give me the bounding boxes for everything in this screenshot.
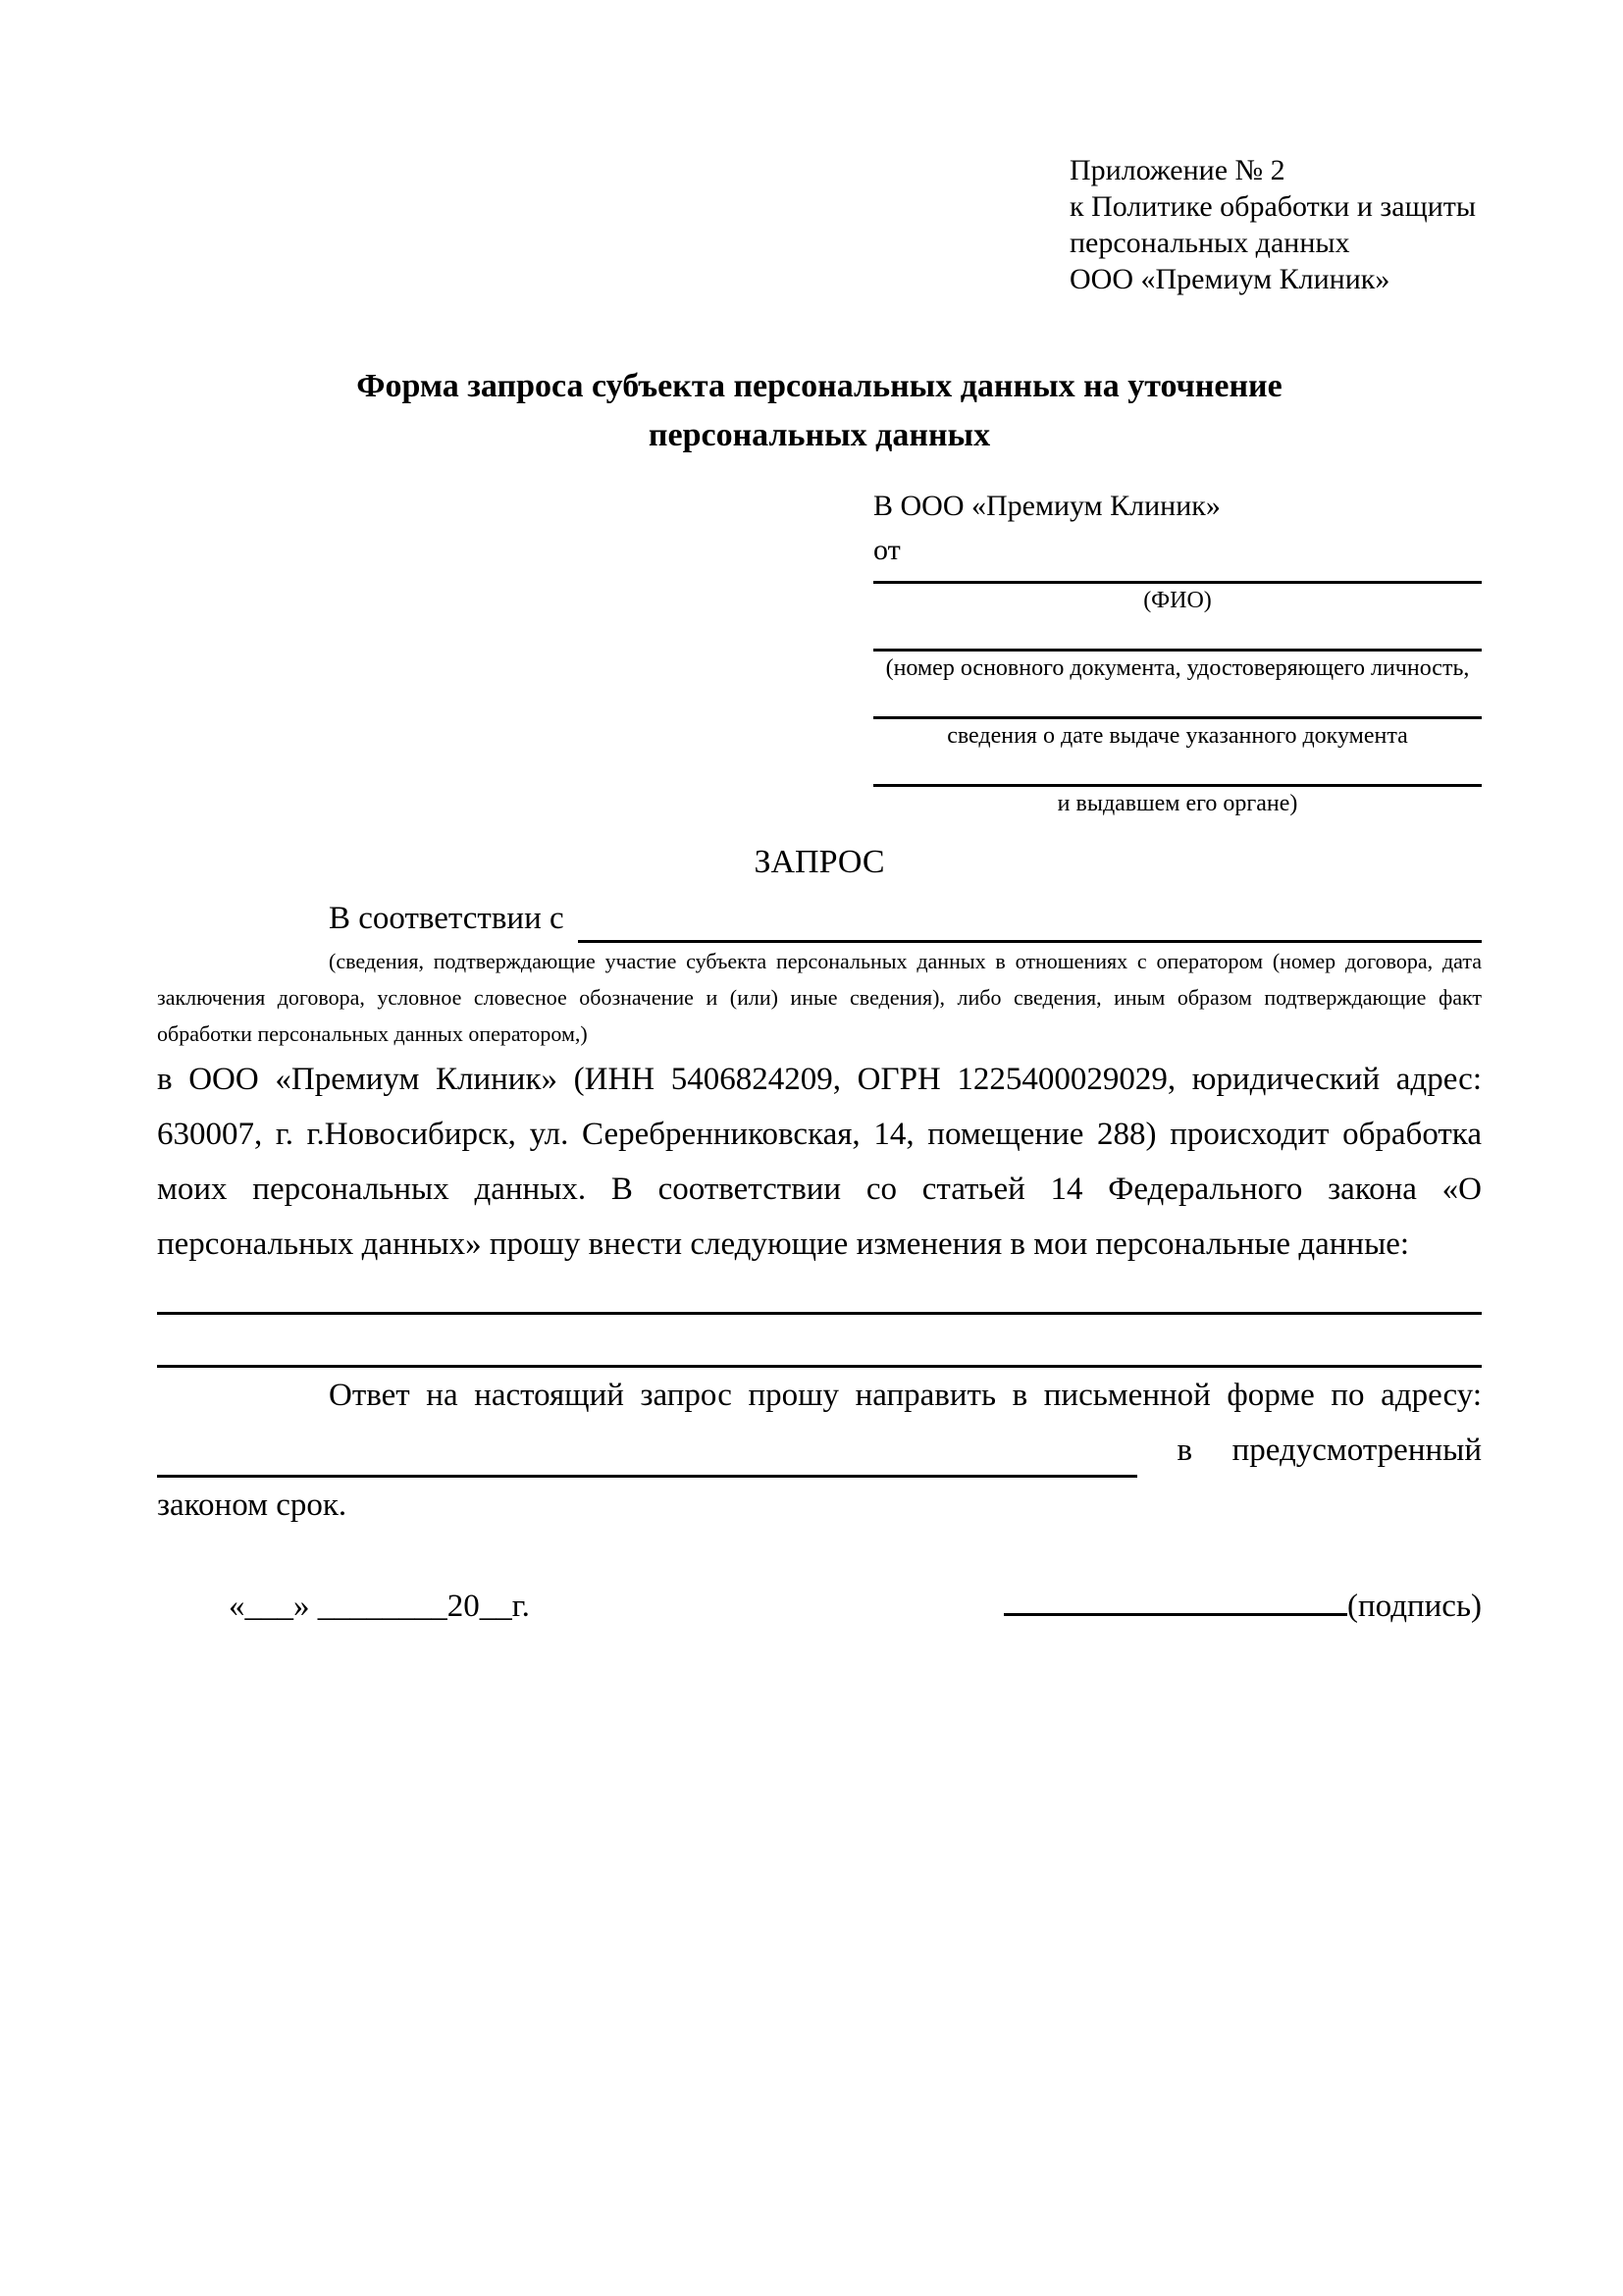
signature-block [1004,1582,1482,1631]
reply-address-row [157,1423,1482,1478]
appendix-header-line: персональных данных [1070,227,1350,259]
appendix-header [1070,152,1482,297]
address-input-line[interactable] [157,1436,1137,1478]
document-content [157,152,1482,1631]
request-body-text: в ООО «Премиум Клиник» (ИНН 5406824209, ОГРН 1225400029029, юридический адрес: 630007, г. г.Новосибирск, ул. Серебренниковская, 14, помещение 288) происходит обработка моих персональных данных. В соответствии со статьей 14 Федерального закона «О персональных данных» прошу внести следующие изменения в мои персональные данные: [157,1062,1482,1262]
reply-end-text: законом срок. [157,1487,347,1523]
basis-footnote: (сведения, подтверждающие участие субъекта персональных данных в отношениях с оператором (номер договора, дата заключения договора, условное словесное обозначение и (или) иные сведения), либо сведения, иным образом подтверждающие факт обработки персональных данных оператором,) [157,949,1482,1046]
basis-row [157,894,1482,943]
page-title-line: персональных данных [648,417,991,453]
document-number-input-line[interactable] [873,616,1482,652]
basis-prefix-label: В соответствии с [329,901,564,936]
issuing-authority-caption: и выдавшем его органе) [1057,791,1298,816]
date-signature-row [157,1582,1482,1631]
appendix-header-line: Приложение № 2 [1070,154,1285,186]
fio-caption: (ФИО) [1143,588,1212,613]
page-title-line: Форма запроса субъекта персональных данных на уточнение [356,368,1283,404]
signature-caption: (подпись) [1347,1589,1482,1624]
reply-tail-word: в [1177,1433,1193,1468]
changes-input-line-2[interactable] [157,1315,1482,1368]
date-fill-line[interactable]: «___» ________20__г. [229,1589,530,1624]
document-number-caption: (номер основного документа, удостоверяющего личность, [885,655,1470,681]
issue-date-caption: сведения о дате выдаче указанного документа [947,723,1408,749]
reply-request-text: Ответ на настоящий запрос прошу направить в письменной форме по адресу: [329,1378,1482,1413]
changes-input-line-1[interactable] [157,1272,1482,1315]
fio-input-line[interactable] [873,572,1482,584]
appendix-header-line: к Политике обработки и защиты [1070,190,1477,223]
issue-date-input-line[interactable] [873,684,1482,719]
request-heading: ЗАПРОС [754,844,885,880]
addressee-from-label: от [873,534,901,566]
issuing-authority-input-line[interactable] [873,752,1482,787]
addressee-block [873,484,1482,819]
signature-input-line[interactable] [1004,1587,1347,1616]
reply-tail-word: предусмотренный [1231,1433,1482,1468]
basis-input-line[interactable] [578,904,1482,943]
addressee-organization: В ООО «Премиум Клиник» [873,490,1221,522]
appendix-header-line: ООО «Премиум Клиник» [1070,263,1390,295]
page-title [157,362,1482,460]
